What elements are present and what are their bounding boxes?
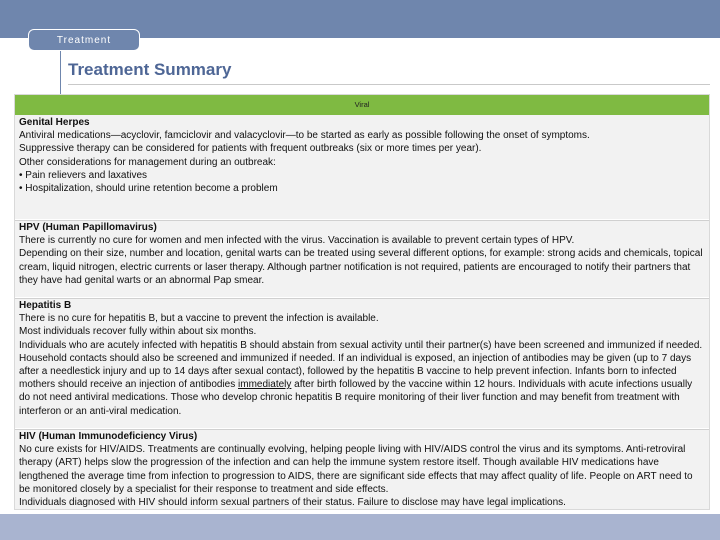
- tab-treatment: Treatment: [28, 29, 140, 51]
- section-heading: Genital Herpes: [19, 117, 90, 128]
- section-line: Most individuals recover fully within about six months.: [19, 326, 257, 338]
- section-line: No cure exists for HIV/AIDS. Treatments are continually evolving, helping people living with HIV/AIDS control the virus and its symptoms. Anti-retroviral therapy (ART) helps slow the progression of the infection and can help the immune system restore itself. Though available HIV medications have lengthened the average time from infection to progression to AIDS, there are significant side effects that may affect quality of life. People on ART need to be monitored closely by a specialist for their response to treatment and side effects.: [19, 444, 693, 495]
- section-line: Individuals who are acutely infected with hepatitis B should abstain from sexual activity until their partner(s) have been screened and immunized if needed. Household contacts should also be screened and immunized if needed. If an individual is exposed, an injection of antibodies may be given (up to 7 days after a needlestick injury and up to 14 days after sexual contact), followed by the hepatitis B vaccine to help prevent infection. Infants born to infected mothers should receive an injection of antibodies: [19, 339, 703, 391]
- section-hpv: [15, 220, 709, 298]
- section-paragraph: [19, 339, 705, 418]
- emphasis-underlined: immediately: [238, 379, 292, 391]
- section-line: after birth followed by the vaccine within 12 hours. Individuals with acute infections usually do not need antiviral medications. Those who develop chronic hepatitis B require monitoring of their liver function and may benefit from treatment with interferon or an anti-viral medication.: [19, 379, 693, 417]
- bottom-band: [0, 514, 720, 540]
- section-heading: HIV (Human Immunodeficiency Virus): [19, 431, 198, 442]
- table-header: Viral: [15, 95, 709, 115]
- section-hepatitis-b: [15, 298, 709, 429]
- section-line: There is no cure for hepatitis B, but a vaccine to prevent the infection is available.: [19, 313, 379, 325]
- section-hiv: [15, 429, 709, 520]
- section-line: • Hospitalization, should urine retention become a problem: [19, 183, 278, 195]
- treatment-table: [14, 94, 710, 510]
- section-genital-herpes: [15, 115, 709, 220]
- section-line: There is currently no cure for women and men infected with the virus. Vaccination is available to prevent certain types of HPV.: [19, 235, 575, 247]
- title-divider: [68, 84, 710, 85]
- section-line: Suppressive therapy can be considered for patients with frequent outbreaks (six or more times per year).: [19, 143, 482, 155]
- section-heading: HPV (Human Papillomavirus): [19, 222, 157, 233]
- section-line: • Pain relievers and laxatives: [19, 169, 148, 181]
- section-line: Antiviral medications—acyclovir, famciclovir and valacyclovir—to be started as early as possible following the onset of symptoms.: [19, 130, 590, 142]
- section-line: Depending on their size, number and location, genital warts can be treated using several different options, for example: strong acids and chemicals, topical cream, liquid nitrogen, electric currents or laser therapy. Although partner notification is not required, patients are encouraged to notify their partners that they have had genital warts or an abnormal Pap smear.: [19, 248, 703, 286]
- section-line: Other considerations for management during an outbreak:: [19, 156, 276, 168]
- page-title: Treatment Summary: [68, 60, 232, 79]
- section-line: Individuals diagnosed with HIV should inform sexual partners of their status. Failure to disclose may have legal implications.: [19, 497, 566, 509]
- section-heading: Hepatitis B: [19, 300, 72, 311]
